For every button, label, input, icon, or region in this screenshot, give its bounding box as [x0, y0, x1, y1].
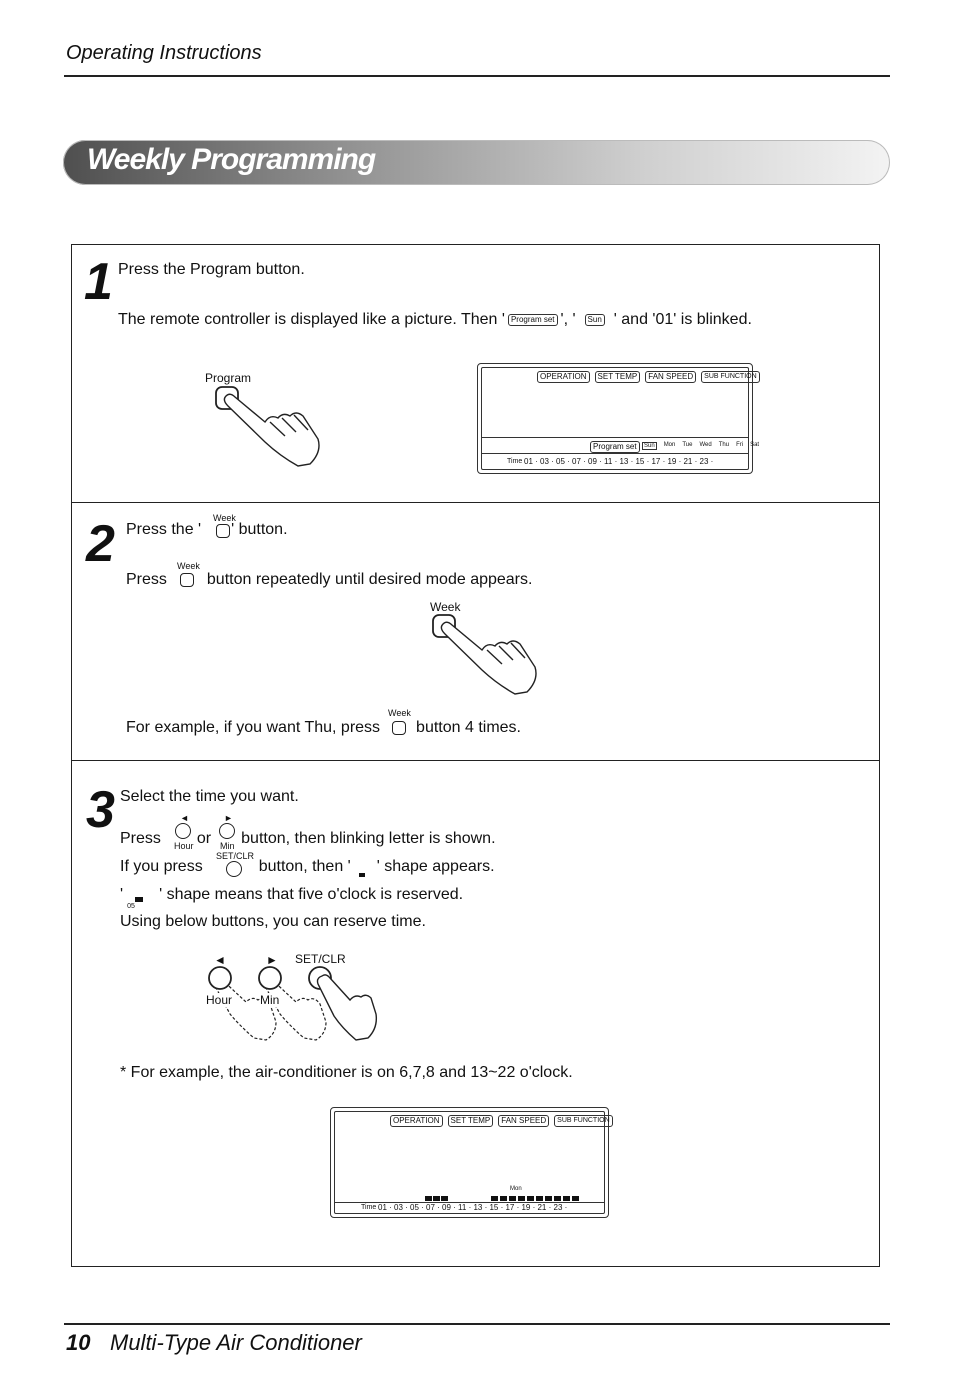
- header-rule: [64, 75, 890, 77]
- min-arrow-label: ►: [266, 953, 278, 967]
- min-arrow-inline: ►: [224, 813, 233, 823]
- setclr-label: SET/CLR: [295, 952, 346, 966]
- lcd2-tag-operation: OPERATION: [390, 1115, 443, 1127]
- reserved-hour-bar: [536, 1196, 543, 1201]
- step-2-line3: For example, if you want Thu, press button 4 times.: [126, 719, 521, 736]
- min-button-icon-inline: [219, 823, 235, 839]
- lcd1-tag-sub-function: SUB FUNCTION: [701, 371, 760, 383]
- reserved-hour-bar: [441, 1196, 448, 1201]
- lcd2-day: Mon: [510, 1186, 522, 1192]
- lcd2-tag-sub-function: SUB FUNCTION: [554, 1115, 613, 1127]
- remote-lcd-display-2: [330, 1107, 609, 1218]
- page-number: 10: [66, 1330, 91, 1355]
- step-3-line5: Using below buttons, you can reserve time.: [120, 913, 426, 930]
- step-2-line1: Press the ' ' button.: [126, 521, 288, 538]
- hand-icon: [318, 975, 377, 1040]
- step-3-line4: ' 05 ' shape means that five o'clock is reserved.: [120, 886, 464, 910]
- week-button-icon-1: [216, 524, 230, 538]
- min-button[interactable]: [259, 967, 281, 989]
- setclr-button-icon-inline: [226, 861, 242, 877]
- reserved-hour-bar: [572, 1196, 579, 1201]
- min-label: Min: [260, 993, 280, 1007]
- reserved-hour-bar: [545, 1196, 552, 1201]
- reserved-hour-bar: [563, 1196, 570, 1201]
- week-button-icon-3: [392, 721, 406, 735]
- hour-label-inline: Hour: [174, 841, 194, 851]
- reserved-hour-bar: [500, 1196, 507, 1201]
- hour-arrow-label: ◄: [214, 953, 226, 967]
- lcd1-mode-tags: [537, 371, 760, 383]
- week-label-inline-1: Week: [213, 513, 236, 523]
- hour-button[interactable]: [209, 967, 231, 989]
- hour-arrow-inline: ◄: [180, 813, 189, 823]
- reserved-hour-bar: [433, 1196, 440, 1201]
- week-label-inline-3: Week: [388, 708, 411, 718]
- week-button-label: Week: [430, 600, 461, 614]
- step-divider-2: [71, 760, 880, 761]
- step-3-number: 3: [86, 781, 113, 839]
- lcd1-tag-set-temp: SET TEMP: [595, 371, 641, 383]
- sun-tag: Sun: [585, 314, 605, 326]
- hour-button-icon-inline: [175, 823, 191, 839]
- reserved-hour-bar: [527, 1196, 534, 1201]
- step-1-number: 1: [84, 253, 111, 311]
- lcd2-time-label: Time: [361, 1204, 377, 1211]
- week-button-hand-illustration[interactable]: [428, 612, 543, 697]
- step-1-line1: Press the Program button.: [118, 261, 305, 278]
- reserved-hour-bar: [518, 1196, 525, 1201]
- lcd1-program-set: Program set: [590, 441, 640, 453]
- section-banner: [63, 140, 890, 185]
- footer-title: Multi-Type Air Conditioner: [110, 1330, 362, 1355]
- reserved-hour-bar: [425, 1196, 432, 1201]
- footer-rule: [64, 1323, 890, 1325]
- program-button-label: Program: [205, 371, 252, 385]
- reserved-hour-bar: [491, 1196, 498, 1201]
- step-2-number: 2: [86, 515, 113, 573]
- lcd1-time-scale: 01 · 03 · 05 · 07 · 09 · 11 · 13 · 15 · 17 · 19 · 21 · 23 ·: [524, 457, 714, 466]
- hand-icon: [224, 394, 319, 466]
- program-set-tag: Program set: [508, 314, 558, 326]
- setclr-label-inline: SET/CLR: [216, 851, 255, 861]
- step-3-example: * For example, the air-conditioner is on 6,7,8 and 13~22 o'clock.: [120, 1064, 573, 1081]
- lcd2-tag-set-temp: SET TEMP: [448, 1115, 494, 1127]
- lcd2-mode-tags: [390, 1115, 613, 1127]
- step-2-line2: Press button repeatedly until desired mode appears.: [126, 571, 533, 588]
- hand-icon: [441, 622, 536, 694]
- lcd1-tag-fan-speed: FAN SPEED: [645, 371, 696, 383]
- reserved-hour-bar: [554, 1196, 561, 1201]
- reserved-hour-bar: [509, 1196, 516, 1201]
- lcd2-time-scale: 01 · 03 · 05 · 07 · 09 · 11 · 13 · 15 · 17 · 19 · 21 · 23 ·: [378, 1203, 568, 1212]
- lcd1-tag-operation: OPERATION: [537, 371, 590, 383]
- lcd1-days: Sun Mon Tue Wed Thu Fri Sat: [644, 442, 760, 449]
- program-button-hand-illustration[interactable]: [210, 384, 325, 469]
- hour-label: Hour: [206, 993, 233, 1007]
- week-label-inline-2: Week: [177, 561, 200, 571]
- header-title: Operating Instructions: [66, 42, 262, 64]
- step-divider-1: [71, 502, 880, 503]
- remote-lcd-display-1: [477, 363, 760, 474]
- lcd1-time-label: Time: [507, 458, 523, 465]
- step-3-line3: If you press button, then ' ' shape appears.: [120, 858, 495, 875]
- step-3-line1: Select the time you want.: [120, 788, 299, 805]
- section-title: Weekly Programming: [87, 143, 376, 176]
- step-3-line2: Press or button, then blinking letter is shown.: [120, 830, 496, 847]
- step-1-line2: The remote controller is displayed like a picture. Then ' Program set ', ' Sun ' and '01' is blinked.: [118, 311, 752, 328]
- week-button-icon-2: [180, 573, 194, 587]
- min-label-inline: Min: [220, 841, 235, 851]
- lcd2-tag-fan-speed: FAN SPEED: [498, 1115, 549, 1127]
